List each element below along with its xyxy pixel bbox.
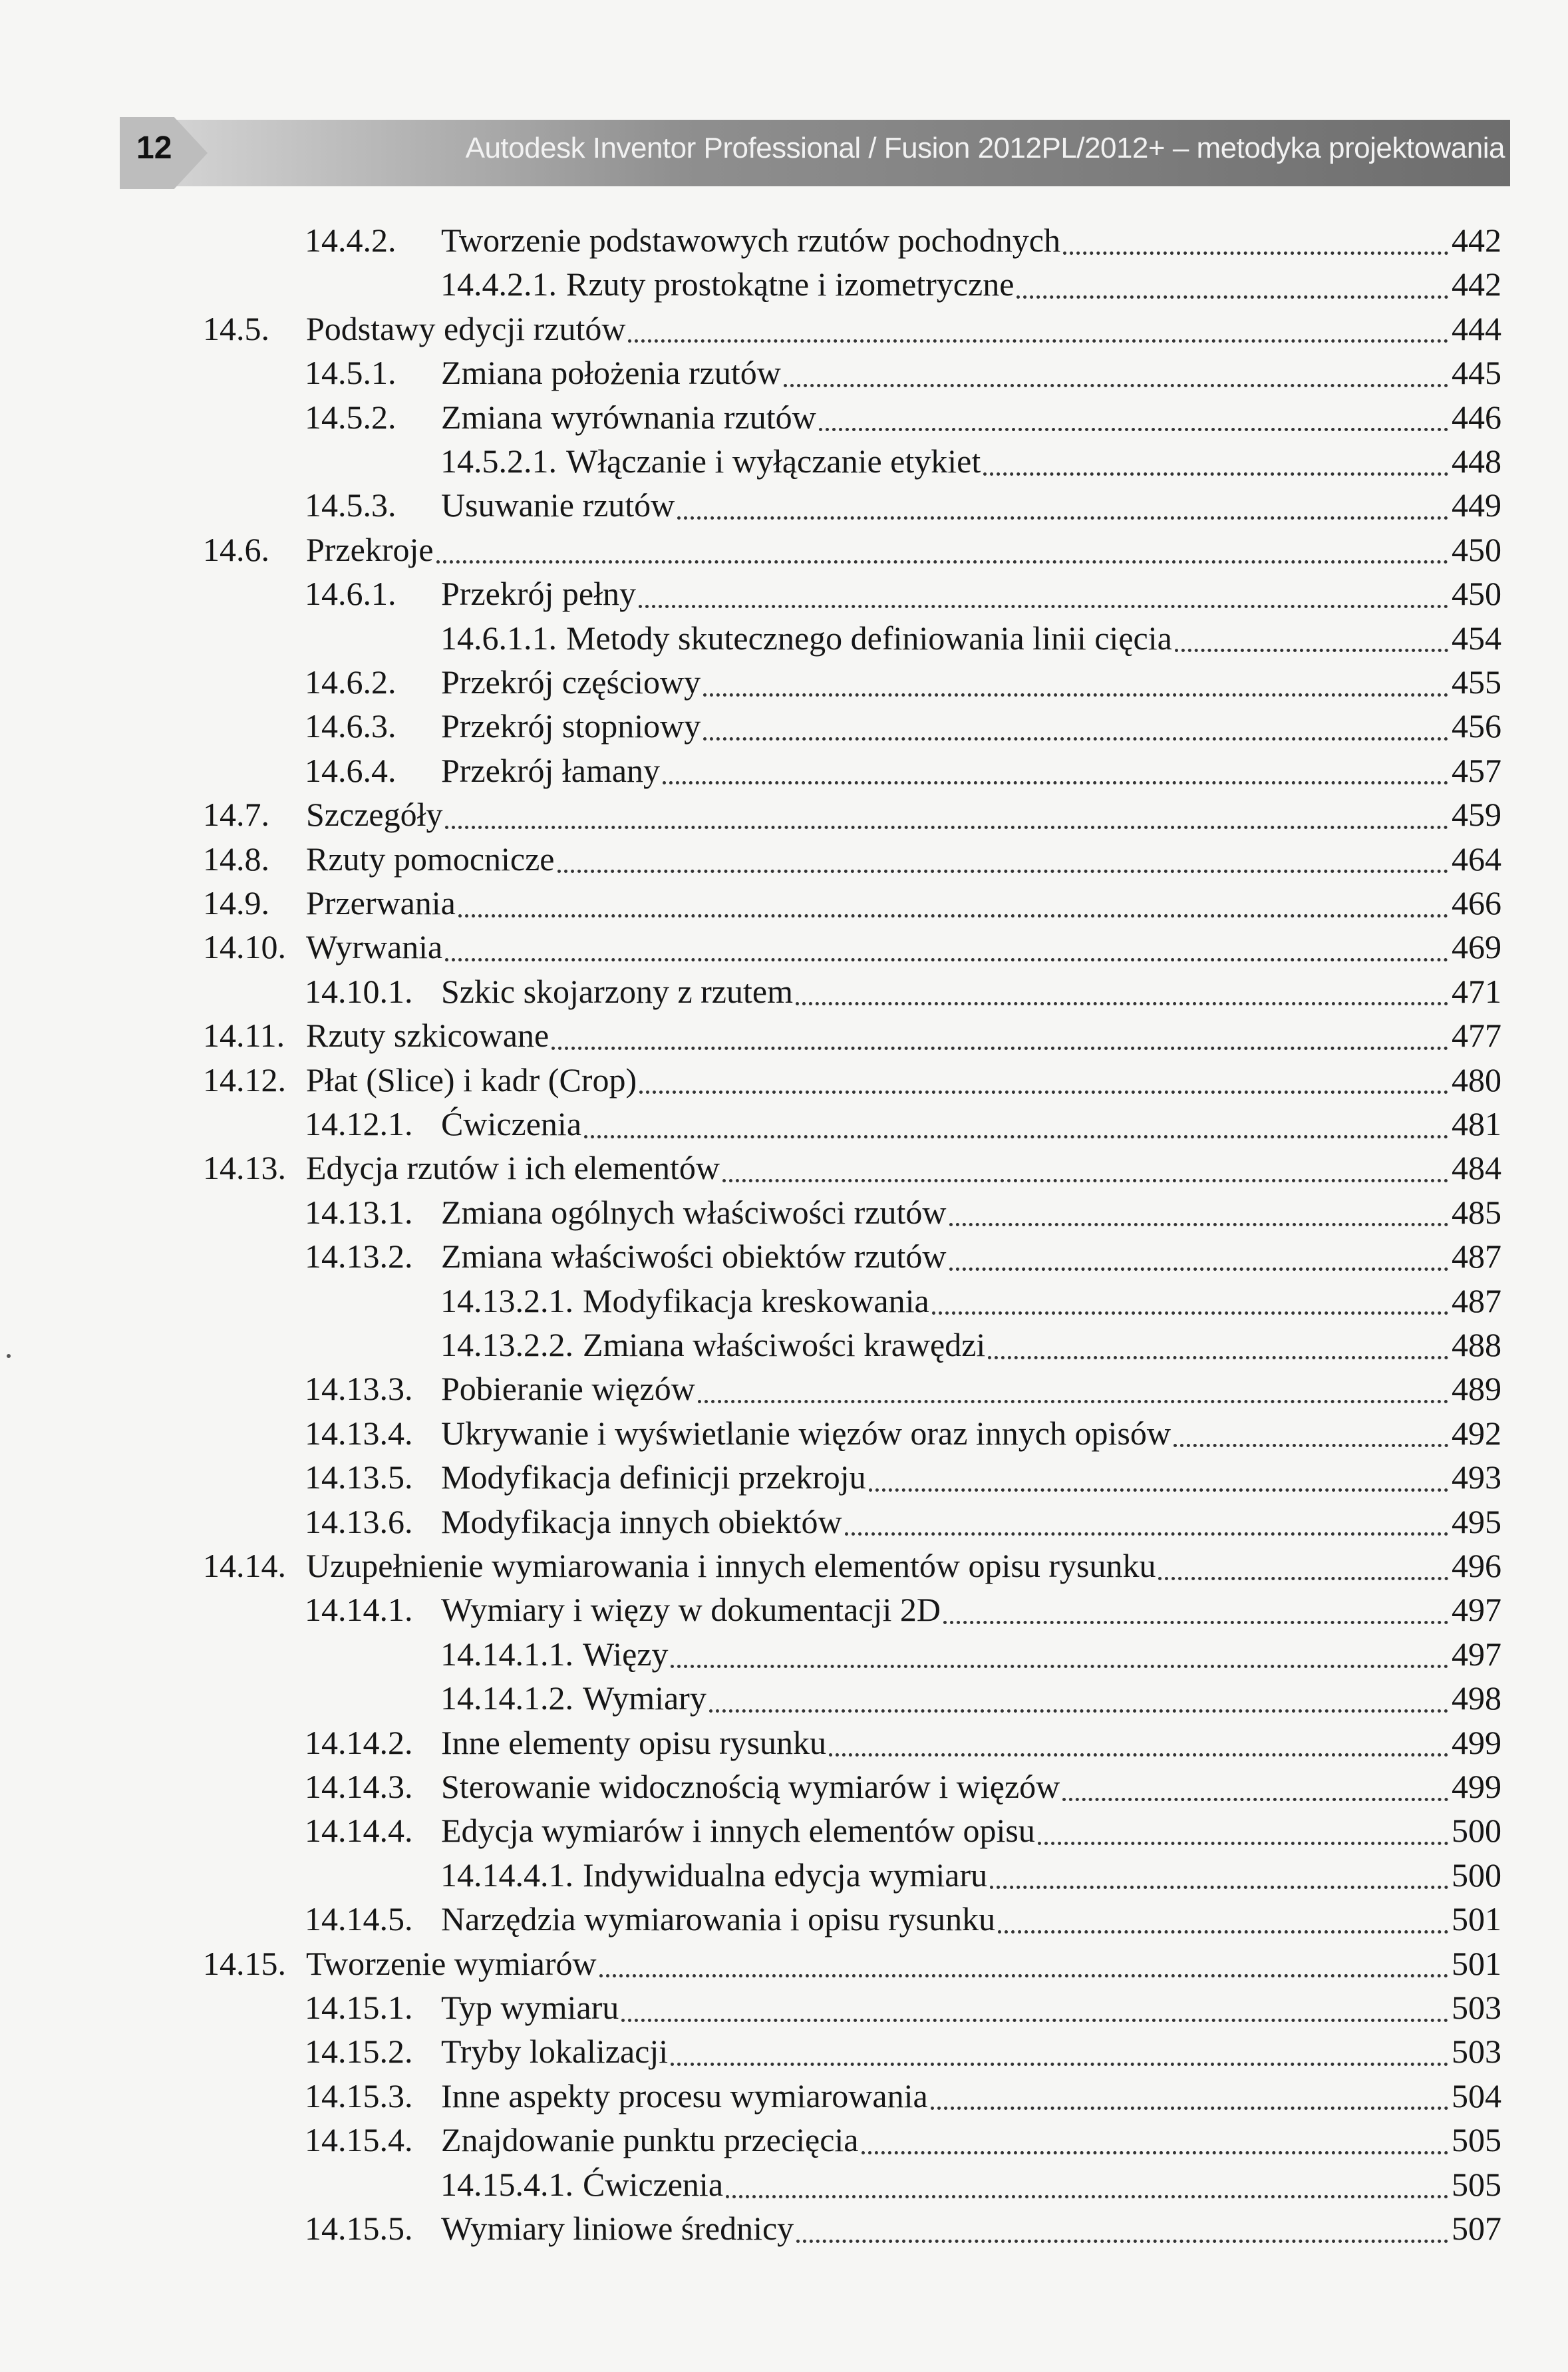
toc-entry-number: 14.13. (203, 1149, 286, 1187)
toc-entry[interactable] (440, 616, 1501, 660)
toc-entry-title: Szczegóły (306, 796, 443, 834)
toc-entry-page: 503 (1452, 1989, 1501, 2026)
toc-entry-number: 14.6.1.1. (440, 619, 557, 657)
dot-leader (949, 1223, 1448, 1226)
toc-entry-title: Wymiary liniowe średnicy (441, 2210, 794, 2247)
toc-entry-title: Tryby lokalizacji (441, 2033, 669, 2071)
toc-entry-number: 14.15.2. (305, 2033, 413, 2071)
dot-leader (1175, 649, 1448, 652)
toc-entry[interactable] (305, 2074, 1501, 2118)
dot-leader (703, 693, 1448, 697)
toc-entry-number: 14.5.1. (305, 354, 396, 392)
toc-entry[interactable] (305, 749, 1501, 792)
toc-entry-page: 501 (1452, 1900, 1501, 1938)
toc-entry[interactable] (305, 1190, 1501, 1234)
toc-entry-number: 14.12. (203, 1061, 286, 1099)
toc-entry[interactable] (305, 1411, 1501, 1455)
toc-entry[interactable] (203, 1058, 1501, 1102)
toc-entry[interactable] (305, 2206, 1501, 2250)
toc-entry-number: 14.6.3. (305, 707, 396, 745)
toc-entry-number: 14.11. (203, 1017, 285, 1055)
toc-entry[interactable] (305, 2118, 1501, 2162)
toc-entry-page: 454 (1452, 619, 1501, 657)
dot-leader (796, 1002, 1448, 1005)
toc-entry-page: 449 (1452, 486, 1501, 524)
dot-leader (845, 1532, 1448, 1536)
toc-entry[interactable] (305, 1808, 1501, 1852)
toc-entry-page: 499 (1452, 1723, 1501, 1761)
toc-entry-number: 14.4.2. (305, 222, 396, 259)
toc-entry[interactable] (440, 1853, 1501, 1897)
dot-leader (998, 1930, 1448, 1934)
toc-entry-number: 14.13.2. (305, 1238, 413, 1275)
dot-leader (671, 1665, 1448, 1668)
toc-entry-page: 480 (1452, 1061, 1501, 1099)
toc-entry-page: 498 (1452, 1679, 1501, 1717)
toc-entry-title: Usuwanie rzutów (441, 486, 675, 524)
dot-leader (639, 605, 1448, 608)
toc-entry-title: Przekrój łamany (441, 751, 661, 789)
toc-entry-page: 442 (1452, 222, 1501, 259)
toc-entry-page: 481 (1452, 1105, 1501, 1142)
toc-entry[interactable] (305, 1588, 1501, 1631)
toc-entry[interactable] (203, 792, 1501, 836)
dot-leader (621, 2019, 1448, 2022)
toc-entry-title: Inne elementy opisu rysunku (441, 1723, 827, 1761)
toc-entry-number: 14.10. (203, 928, 286, 966)
toc-entry[interactable] (440, 262, 1501, 306)
toc-entry[interactable] (305, 351, 1501, 395)
toc-entry-title: Zmiana położenia rzutów (441, 354, 781, 392)
toc-entry-page: 493 (1452, 1458, 1501, 1496)
toc-entry[interactable] (305, 1985, 1501, 2029)
toc-entry-title: Zmiana właściwości krawędzi (583, 1326, 986, 1363)
toc-entry-number: 14.12.1. (305, 1105, 413, 1142)
toc-entry-title: Rzuty pomocnicze (306, 840, 555, 878)
toc-entry-page: 505 (1452, 2165, 1501, 2203)
toc-entry[interactable] (440, 1632, 1501, 1676)
toc-entry[interactable] (440, 1279, 1501, 1323)
toc-entry-number: 14.4.2.1. (440, 265, 557, 303)
toc-entry[interactable] (203, 1013, 1501, 1057)
toc-entry-number: 14.14.1. (305, 1591, 413, 1629)
toc-entry-number: 14.6.1. (305, 575, 396, 613)
toc-entry-title: Zmiana właściwości obiektów rzutów (441, 1238, 947, 1275)
toc-entry-number: 14.13.4. (305, 1414, 413, 1452)
toc-entry[interactable] (305, 1721, 1501, 1765)
toc-entry-page: 496 (1452, 1547, 1501, 1584)
toc-entry-page: 500 (1452, 1812, 1501, 1850)
toc-entry-page: 495 (1452, 1502, 1501, 1540)
dot-leader (726, 2195, 1448, 2198)
toc-entry-page: 450 (1452, 575, 1501, 613)
toc-entry-number: 14.5.3. (305, 486, 396, 524)
toc-entry-title: Ćwiczenia (583, 2165, 724, 2203)
toc-entry-page: 489 (1452, 1370, 1501, 1408)
toc-entry[interactable] (305, 218, 1501, 262)
toc-entry-title: Przekrój częściowy (441, 663, 701, 701)
toc-entry-number: 14.6. (203, 530, 269, 568)
toc-entry-page: 469 (1452, 928, 1501, 966)
dot-leader (1174, 1444, 1448, 1447)
toc-entry-page: 500 (1452, 1856, 1501, 1894)
toc-entry-title: Tworzenie wymiarów (306, 1944, 597, 1982)
toc-entry-title: Narzędzia wymiarowania i opisu rysunku (441, 1900, 996, 1938)
toc-entry-page: 444 (1452, 309, 1501, 347)
dot-leader (932, 1311, 1448, 1315)
toc-entry-number: 14.5.2. (305, 398, 396, 436)
toc-entry-page: 499 (1452, 1768, 1501, 1805)
toc-entry-page: 455 (1452, 663, 1501, 701)
toc-entry-page: 497 (1452, 1591, 1501, 1629)
toc-entry[interactable] (203, 1146, 1501, 1190)
toc-entry[interactable] (305, 483, 1501, 527)
toc-entry-page: 503 (1452, 2033, 1501, 2071)
toc-entry-number: 14.13.6. (305, 1502, 413, 1540)
toc-entry[interactable] (203, 1942, 1501, 1985)
toc-entry[interactable] (305, 2029, 1501, 2073)
toc-entry-number: 14.13.3. (305, 1370, 413, 1408)
toc-entry-page: 501 (1452, 1944, 1501, 1982)
dot-leader (703, 737, 1448, 741)
dot-leader (551, 1047, 1448, 1050)
dot-leader (1017, 295, 1448, 299)
toc-entry-title: Modyfikacja innych obiektów (441, 1502, 842, 1540)
toc-entry[interactable] (305, 1897, 1501, 1941)
toc-entry-page: 492 (1452, 1414, 1501, 1452)
dot-leader (445, 958, 1448, 961)
toc-entry-title: Indywidualna edycja wymiaru (583, 1856, 988, 1894)
dot-leader (1158, 1577, 1448, 1580)
dot-leader (983, 472, 1448, 476)
toc-entry[interactable] (305, 1500, 1501, 1544)
toc-entry[interactable] (305, 1102, 1501, 1146)
toc-entry[interactable] (305, 1234, 1501, 1278)
page-number: 12 (136, 130, 172, 166)
toc-entry-number: 14.5.2.1. (440, 442, 557, 480)
dot-leader (671, 2063, 1448, 2066)
toc-entry[interactable] (305, 660, 1501, 704)
toc-entry-page: 446 (1452, 398, 1501, 436)
dot-leader (819, 428, 1448, 431)
toc-entry-title: Edycja rzutów i ich elementów (306, 1149, 720, 1187)
toc-entry-number: 14.15.3. (305, 2077, 413, 2115)
toc-entry-number: 14.13.1. (305, 1193, 413, 1231)
toc-entry-number: 14.5. (203, 309, 269, 347)
toc-entry-title: Zmiana ogólnych właściwości rzutów (441, 1193, 947, 1231)
toc-entry-page: 464 (1452, 840, 1501, 878)
toc-entry[interactable] (305, 704, 1501, 748)
toc-entry-title: Modyfikacja definicji przekroju (441, 1458, 866, 1496)
dot-leader (557, 870, 1449, 873)
toc-entry-page: 459 (1452, 796, 1501, 834)
dot-leader (949, 1268, 1448, 1271)
dot-leader (663, 781, 1448, 784)
toc-entry-page: 450 (1452, 530, 1501, 568)
dot-leader (436, 560, 1448, 564)
toc-entry-number: 14.8. (203, 840, 269, 878)
toc-entry[interactable] (305, 969, 1501, 1013)
dot-leader (584, 1135, 1448, 1138)
toc-entry[interactable] (440, 2162, 1501, 2206)
toc-entry-title: Typ wymiaru (441, 1989, 619, 2026)
toc-entry-title: Wymiary (583, 1679, 706, 1717)
dot-leader (829, 1753, 1448, 1757)
dot-leader (698, 1400, 1448, 1403)
toc-entry-number: 14.14.4. (305, 1812, 413, 1850)
toc-entry-title: Wymiary i więzy w dokumentacji 2D (441, 1591, 941, 1629)
toc-entry-number: 14.14. (203, 1547, 286, 1584)
toc-entry-title: Przekrój pełny (441, 575, 636, 613)
toc-entry-number: 14.14.1.1. (440, 1635, 573, 1673)
dot-leader (709, 1709, 1448, 1713)
toc-entry-number: 14.14.4.1. (440, 1856, 573, 1894)
toc-entry-page: 456 (1452, 707, 1501, 745)
toc-entry[interactable] (203, 881, 1501, 925)
toc-entry-title: Ćwiczenia (441, 1105, 582, 1142)
dot-leader (1062, 1798, 1448, 1801)
dot-leader (677, 516, 1448, 520)
toc-entry-page: 466 (1452, 884, 1501, 922)
toc-entry-title: Tworzenie podstawowych rzutów pochodnych (441, 222, 1060, 259)
toc-entry-title: Modyfikacja kreskowania (583, 1281, 929, 1319)
margin-mark (7, 1354, 11, 1358)
toc-entry-number: 14.15.4.1. (440, 2165, 573, 2203)
toc-entry-title: Wyrwania (306, 928, 443, 966)
toc-entry-number: 14.14.3. (305, 1768, 413, 1805)
toc-entry-title: Pobieranie więzów (441, 1370, 695, 1408)
toc-entry[interactable] (440, 439, 1501, 483)
toc-entry-page: 448 (1452, 442, 1501, 480)
toc-entry-number: 14.9. (203, 884, 269, 922)
dot-leader (988, 1356, 1448, 1359)
toc-entry[interactable] (305, 1455, 1501, 1499)
toc-entry[interactable] (203, 925, 1501, 969)
toc-entry-number: 14.13.2.1. (440, 1281, 573, 1319)
toc-entry[interactable] (203, 307, 1501, 351)
toc-entry-page: 445 (1452, 354, 1501, 392)
toc-entry-title: Metody skutecznego definiowania linii cięcia (566, 619, 1172, 657)
dot-leader (990, 1886, 1448, 1889)
dot-leader (458, 914, 1448, 918)
toc-entry-number: 14.7. (203, 796, 269, 834)
toc-entry-title: Przerwania (306, 884, 456, 922)
toc-entry-title: Przekrój stopniowy (441, 707, 701, 745)
toc-entry-page: 507 (1452, 2210, 1501, 2247)
toc-entry-number: 14.15.4. (305, 2121, 413, 2159)
running-header-title: Autodesk Inventor Professional / Fusion 2012PL/2012+ – metodyka projektowania (465, 132, 1505, 164)
toc-entry-title: Edycja wymiarów i innych elementów opisu (441, 1812, 1035, 1850)
toc-entry-title: Podstawy edycji rzutów (306, 309, 626, 347)
toc-entry-title: Rzuty prostokątne i izometryczne (566, 265, 1015, 303)
toc-entry-page: 497 (1452, 1635, 1501, 1673)
toc-entry[interactable] (203, 528, 1501, 572)
toc-entry-number: 14.14.1.2. (440, 1679, 573, 1717)
dot-leader (869, 1488, 1448, 1492)
toc-entry[interactable] (305, 1367, 1501, 1411)
toc-entry-number: 14.13.5. (305, 1458, 413, 1496)
toc-entry-number: 14.10.1. (305, 972, 413, 1010)
toc-entry[interactable] (305, 1765, 1501, 1808)
toc-entry-title: Szkic skojarzony z rzutem (441, 972, 793, 1010)
dot-leader (943, 1621, 1448, 1624)
toc-entry-page: 477 (1452, 1017, 1501, 1055)
toc-entry-page: 487 (1452, 1238, 1501, 1275)
toc-entry-title: Ukrywanie i wyświetlanie więzów oraz innych opisów (441, 1414, 1171, 1452)
toc-entry-title: Uzupełnienie wymiarowania i innych elementów opisu rysunku (306, 1547, 1156, 1584)
toc-entry-page: 471 (1452, 972, 1501, 1010)
toc-entry[interactable] (203, 1544, 1501, 1588)
dot-leader (639, 1091, 1448, 1094)
toc-entry-title: Sterowanie widocznością wymiarów i więzów (441, 1768, 1060, 1805)
dot-leader (931, 2107, 1448, 2110)
toc-entry[interactable] (305, 572, 1501, 615)
dot-leader (599, 1974, 1448, 1977)
toc-entry-number: 14.15.1. (305, 1989, 413, 2026)
toc-entry-title: Zmiana wyrównania rzutów (441, 398, 816, 436)
toc-entry-page: 504 (1452, 2077, 1501, 2115)
toc-entry-title: Znajdowanie punktu przecięcia (441, 2121, 859, 2159)
toc-entry[interactable] (305, 395, 1501, 439)
toc-entry-page: 457 (1452, 751, 1501, 789)
toc-entry-title: Płat (Slice) i kadr (Crop) (306, 1061, 637, 1099)
toc-entry-number: 14.15.5. (305, 2210, 413, 2247)
toc-entry-page: 484 (1452, 1149, 1501, 1187)
toc-entry-title: Rzuty szkicowane (306, 1017, 549, 1055)
dot-leader (796, 2240, 1448, 2243)
toc-entry-number: 14.6.4. (305, 751, 396, 789)
toc-entry-number: 14.15. (203, 1944, 286, 1982)
dot-leader (784, 384, 1448, 387)
toc-entry[interactable] (203, 837, 1501, 881)
toc-entry-number: 14.14.5. (305, 1900, 413, 1938)
toc-entry-number: 14.13.2.2. (440, 1326, 573, 1363)
toc-entry-page: 488 (1452, 1326, 1501, 1363)
toc-entry-title: Włączanie i wyłączanie etykiet (566, 442, 981, 480)
dot-leader (628, 339, 1448, 343)
dot-leader (445, 826, 1448, 829)
dot-leader (722, 1179, 1448, 1182)
toc-entry[interactable] (440, 1676, 1501, 1720)
toc-entry[interactable] (440, 1323, 1501, 1367)
dot-leader (1038, 1842, 1448, 1845)
toc-entry-title: Inne aspekty procesu wymiarowania (441, 2077, 928, 2115)
toc-entry-page: 487 (1452, 1281, 1501, 1319)
toc-entry-page: 505 (1452, 2121, 1501, 2159)
toc-entry-number: 14.14.2. (305, 1723, 413, 1761)
toc-entry-title: Więzy (583, 1635, 669, 1673)
toc-entry-number: 14.6.2. (305, 663, 396, 701)
dot-leader (1063, 252, 1448, 255)
toc-entry-page: 485 (1452, 1193, 1501, 1231)
dot-leader (862, 2151, 1449, 2154)
toc-entry-title: Przekroje (306, 530, 434, 568)
toc-entry-page: 442 (1452, 265, 1501, 303)
